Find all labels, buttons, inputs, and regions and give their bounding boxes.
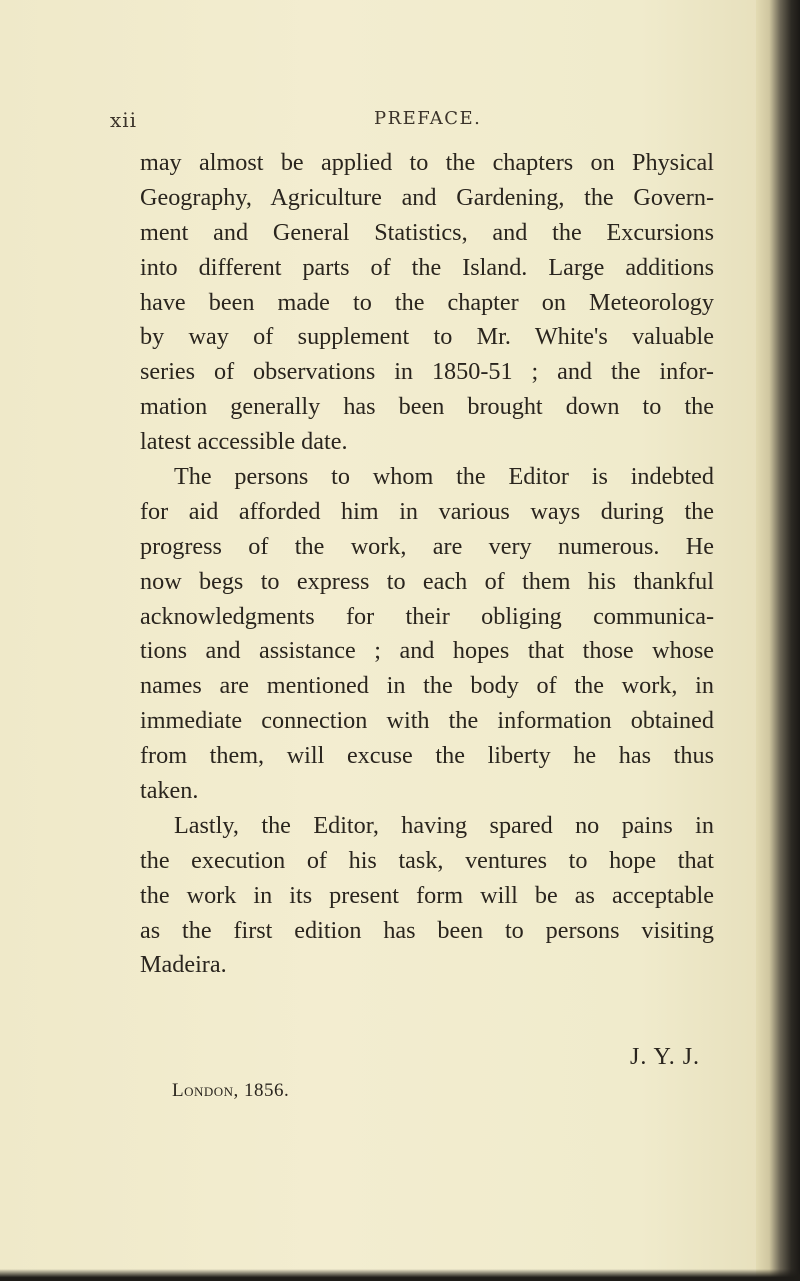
- page-edge-shadow: [756, 0, 800, 1281]
- text-line: have been made to the chapter on Meteorology: [140, 288, 714, 316]
- author-initials: J. Y. J.: [630, 1044, 701, 1070]
- text-line: may almost be applied to the chapters on Physical: [140, 149, 714, 176]
- text-line: taken.: [140, 777, 199, 805]
- text-line: the work in its present form will be as acceptable: [140, 881, 714, 909]
- text-line: mation generally has been brought down to the: [140, 393, 714, 421]
- text-line: series of observations in 1850-51 ; and the infor-: [140, 358, 714, 386]
- text-line: names are mentioned in the body of the work, in: [140, 672, 714, 700]
- text-line: by way of supplement to Mr. White's valuable: [140, 323, 714, 351]
- text-line: from them, will excuse the liberty he has thus: [140, 742, 714, 770]
- text-line: latest accessible date.: [140, 428, 348, 456]
- text-line: Geography, Agriculture and Gardening, the Govern-: [140, 183, 714, 211]
- text-line: Madeira.: [140, 951, 227, 979]
- text-line: as the first edition has been to persons visiting: [140, 916, 714, 944]
- page-number: xii: [110, 108, 138, 132]
- text-line: for aid afforded him in various ways during the: [140, 497, 714, 525]
- text-line: into different parts of the Island. Large additions: [140, 253, 714, 281]
- paragraph-start-line: Lastly, the Editor, having spared no pains in: [174, 811, 714, 839]
- running-head: [0, 108, 800, 138]
- text-line: tions and assistance ; and hopes that those whose: [140, 637, 714, 665]
- dateline: London, 1856.: [172, 1080, 290, 1101]
- text-line: now begs to express to each of them his thankful: [140, 567, 714, 595]
- text-line: ment and General Statistics, and the Excursions: [140, 218, 714, 246]
- header-title: PREFACE.: [374, 108, 482, 129]
- preface-body: [140, 146, 714, 983]
- bottom-edge-shadow: [0, 1269, 800, 1281]
- text-line: immediate connection with the information obtained: [140, 707, 714, 735]
- text-line: the execution of his task, ventures to hope that: [140, 846, 714, 874]
- text-line: acknowledgments for their obliging communica-: [140, 602, 714, 630]
- text-line: progress of the work, are very numerous. He: [140, 532, 714, 560]
- paragraph-start-line: The persons to whom the Editor is indebted: [174, 463, 714, 491]
